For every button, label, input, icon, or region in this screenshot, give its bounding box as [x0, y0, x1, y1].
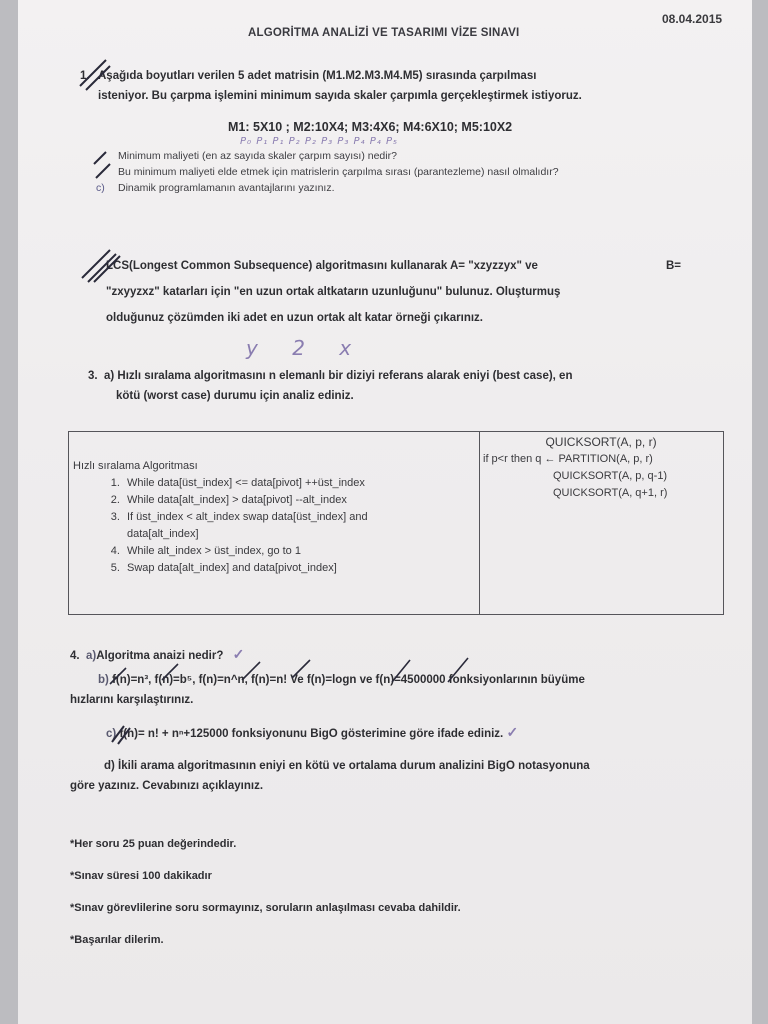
question-1c: c) Dinamik programlamanın avantajlarını yazınız. — [96, 182, 335, 194]
question-4d-line-1: d) İkili arama algoritmasının eniyi en kötü ve ortalama durum analizini BigO notasyonuna — [104, 760, 590, 772]
question-2-line-2: "zxyyzxz" katarları için "en uzun ortak altkatarın uzunluğunu" bulunuz. Oluşturmuş — [106, 286, 561, 298]
question-2-line-1: LCS(Longest Common Subsequence) algoritmasını kullanarak A= "xzyzzyx" ve — [106, 260, 538, 272]
note-1: *Her soru 25 puan değerindedir. — [70, 838, 237, 850]
exam-sheet — [18, 0, 752, 1024]
question-2 — [80, 256, 730, 328]
question-1 — [80, 66, 730, 106]
question-4c: c) f(n)= n! + nⁿ+125000 fonksiyonunu BigO gösterimine göre ifade ediniz. ✓ — [106, 724, 519, 740]
question-3 — [88, 366, 728, 406]
step-3: 3. If üst_index < alt_index swap data[üst_index] and data[alt_index] — [123, 509, 477, 543]
pen-strike-mark — [388, 650, 478, 690]
pen-strike-mark — [76, 56, 116, 96]
algorithm-table — [68, 431, 724, 615]
exam-title: ALGORİTMA ANALİZİ VE TASARIMI VİZE SINAVI — [248, 27, 520, 39]
question-4b-line-1: b) f(n)=n³, f(n)=b⁵, f(n)=n^n, f(n)=n! Ve f(n)=logn ve f(n)=4500000 fonksiyonlarının büyüme — [98, 674, 585, 686]
question-3-line-1: a) Hızlı sıralama algoritmasını n elemanlı bir diziyi referans alarak eniyi (best case), en — [103, 370, 573, 382]
step-5: 5. Swap data[alt_index] and data[pivot_index] — [123, 560, 477, 577]
question-3-line-2: kötü (worst case) durumu için analiz ediniz. — [116, 390, 354, 402]
question-2-b-label: B= — [666, 260, 682, 272]
question-4b-line-2: hızlarını karşılaştırınız. — [70, 694, 194, 706]
pen-strike-mark — [80, 246, 124, 286]
quicksort-line-2: QUICKSORT(A, p, q-1) — [553, 470, 668, 482]
pen-strike-mark — [106, 650, 406, 700]
quicksort-steps-cell — [73, 458, 477, 577]
question-4a: 4. a)Algoritma anaizi nedir? ✓ — [70, 646, 245, 662]
question-1b: Bu minimum maliyeti elde etmek için matrislerin çarpılma sırası (parantezleme) nasıl olmalıdır? — [118, 166, 559, 178]
question-4d-line-2: göre yazınız. Cevabınızı açıklayınız. — [70, 780, 264, 792]
question-1-line-2: isteniyor. Bu çarpma işlemini minimum sayıda skaler çarpımla gerçekleştirmek istiyoruz. — [98, 90, 582, 102]
matrix-dimensions: M1: 5X10 ; M2:10X4; M3:4X6; M4:6X10; M5:10X2 — [228, 120, 513, 134]
note-4: *Başarılar dilerim. — [70, 934, 164, 946]
note-3: *Sınav görevlilerine soru sormayınız, soruların anlaşılması cevaba dahildir. — [70, 902, 461, 914]
exam-date: 08.04.2015 — [662, 12, 723, 26]
table-divider — [479, 432, 480, 614]
step-4: 4. While alt_index > üst_index, go to 1 — [123, 543, 477, 560]
quicksort-line-1: if p<r then q ← PARTITION(A, p, r) — [483, 453, 653, 465]
question-1a: Minimum maliyeti (en az sayıda skaler çarpım sayısı) nedir? — [118, 150, 397, 162]
steps-title: Hızlı sıralama Algoritması — [73, 460, 198, 472]
step-1: 1. While data[üst_index] <= data[pivot] ++üst_index — [123, 475, 477, 492]
quicksort-title: QUICKSORT(A, p, r) — [545, 435, 657, 449]
quicksort-line-3: QUICKSORT(A, q+1, r) — [553, 487, 668, 499]
note-2: *Sınav süresi 100 dakikadır — [70, 870, 212, 882]
question-1-parts — [96, 148, 716, 196]
question-3-number: 3. — [88, 370, 98, 382]
pen-strike-mark — [92, 150, 122, 180]
pen-strike-mark — [110, 722, 140, 746]
quicksort-pseudocode-cell — [483, 434, 719, 502]
step-2: 2. While data[alt_index] > data[pivot] --alt_index — [123, 492, 477, 509]
handwritten-p-indices: P₀ P₁ P₁ P₂ P₂ P₃ P₃ P₄ P₄ P₅ — [240, 136, 398, 147]
question-2-line-3: olduğunuz çözümden iki adet en uzun ortak alt katar örneği çıkarınız. — [106, 312, 484, 324]
question-1-number: 1. — [80, 70, 90, 82]
question-1-line-1: Aşağıda boyutları verilen 5 adet matrisin (M1.M2.M3.M4.M5) sırasında çarpılması — [98, 70, 537, 82]
handwritten-lcs-answer: y 2 x — [246, 336, 366, 360]
